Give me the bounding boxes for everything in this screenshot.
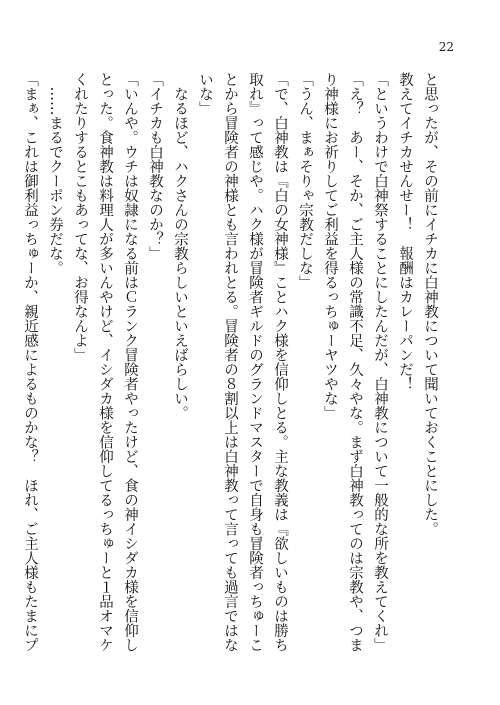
text-line: 取れ』って感じや。ハク様が冒険者ギルドのグランドマスターで自身も冒険者っちゅーこ [247,72,263,652]
text-line: なるほど、ハクさんの宗教らしいといえばらしい。 [172,72,188,420]
text-line: くれたりするとこもあってな、お得なんよ」 [72,72,88,362]
text-line: 「いんや。ウチは奴隷になる前はＣランク冒険者やったけど、食の神イシダカ様を信仰し [122,72,138,652]
text-line: と思ったが、その前にイチカに白神教について聞いておくことにした。 [422,72,438,536]
text-line: 「うん、まぁそりゃ宗教だしな」 [297,72,313,290]
text-line: 教えてイチカせんせー！ 報酬はカレーパンだ！ [397,72,413,391]
text-line: り神様にお祈りしてご利益を得るっちゅーヤツやな」 [322,72,338,420]
text-line: ……まるでクーポン券だな。 [47,72,63,275]
text-line: 「で、白神教は『白の女神様』ことハク様を信仰しとる。主な教義は『欲しいものは勝ち [272,72,288,652]
page-number: 22 [438,40,454,54]
text-line: 「イチカも白神教なのか？」 [147,72,163,261]
text-line: 「まぁ、これは御利益っちゅーか、親近感によるものかな？ ほれ、ご主人様もたまにプ [22,72,38,652]
text-line: いな」 [197,72,213,116]
vertical-text-block [18,72,442,662]
text-line: とから冒険者の神様とも言われとる。冒険者の８割以上は白神教って言っても過言ではな [222,72,238,652]
text-line: 「え？ あー、そか、ご主人様の常識不足、久々やな。まず白神教ってのは宗教や、つま [347,72,363,652]
text-line: 「というわけで白神祭することにしたんだが、白神教について一般的な所を教えてくれ」 [372,72,388,652]
text-line: とった。食神教は料理人が多いんやけど、イシダカ様を信仰してるっちゅーと１品オマケ [97,72,113,652]
